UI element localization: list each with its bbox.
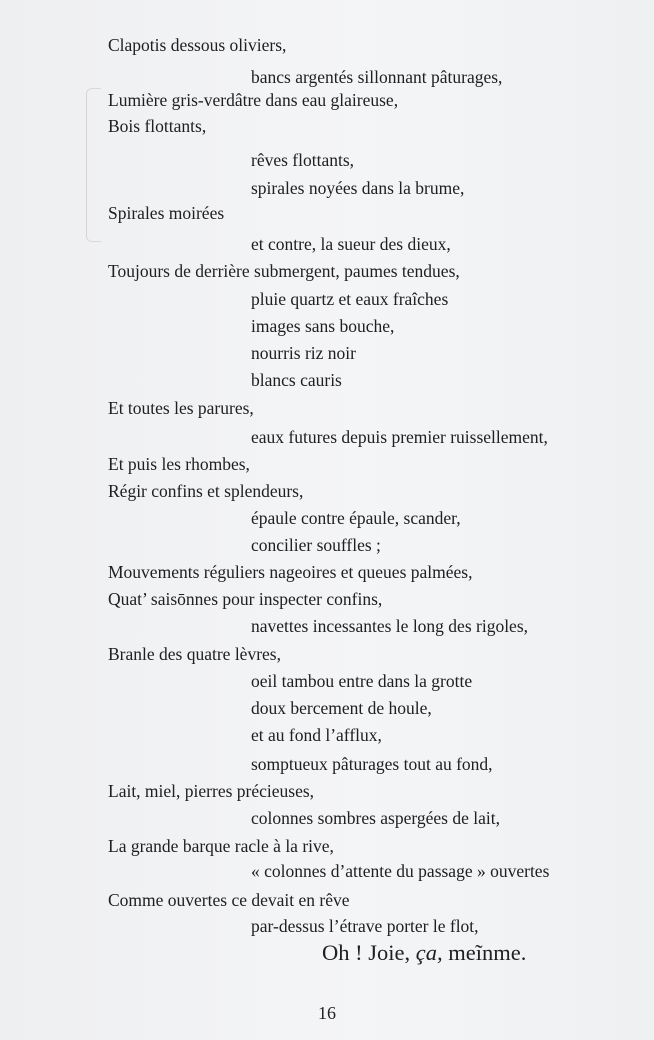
poem-line: rêves flottants, — [251, 150, 355, 170]
poem-line: Mouvements réguliers nageoires et queues palmées, — [108, 562, 473, 582]
poem-line: blancs cauris — [251, 370, 342, 390]
pencil-bracket-mark — [86, 88, 101, 242]
poem-line: spirales noyées dans la brume, — [251, 178, 465, 198]
poem-line: par-dessus l’étrave porter le flot, — [251, 916, 479, 936]
page-number: 16 — [318, 1003, 336, 1023]
poem-final-line — [322, 942, 526, 965]
final-part-italic: ça, — [415, 940, 443, 965]
poem-line: nourris riz noir — [251, 343, 356, 363]
poem-line: doux bercement de houle, — [251, 698, 432, 718]
poem-line: Bois flottants, — [108, 116, 207, 136]
final-part: Oh ! Joie, — [322, 940, 416, 965]
poem-line: Régir confins et splendeurs, — [108, 481, 304, 501]
poem-line: Et toutes les parures, — [108, 398, 254, 418]
poem-line: pluie quartz et eaux fraîches — [251, 289, 449, 309]
poem-line: oeil tambou entre dans la grotte — [251, 671, 473, 691]
poem-line: colonnes sombres aspergées de lait, — [251, 808, 500, 828]
poem-line: et contre, la sueur des dieux, — [251, 234, 451, 254]
poem-line: Quat’ saisōnnes pour inspecter confins, — [108, 589, 383, 609]
poem-line: Toujours de derrière submergent, paumes tendues, — [108, 261, 460, 281]
poem-line: Branle des quatre lèvres, — [108, 644, 281, 664]
poem-line: Et puis les rhombes, — [108, 454, 250, 474]
poem-line: somptueux pâturages tout au fond, — [251, 754, 493, 774]
poem-line: « colonnes d’attente du passage » ouvertes — [251, 861, 550, 881]
poem-line: Spirales moirées — [108, 203, 225, 223]
poem-line: images sans bouche, — [251, 316, 395, 336]
poem-line: Lumière gris-verdâtre dans eau glaireuse, — [108, 90, 399, 110]
poem-line: Comme ouvertes ce devait en rêve — [108, 890, 350, 910]
poem-line: eaux futures depuis premier ruissellement, — [251, 427, 548, 447]
final-part: meĩnme. — [442, 940, 527, 965]
poem-line: épaule contre épaule, scander, — [251, 508, 461, 528]
poem-line: et au fond l’afflux, — [251, 725, 382, 745]
poem-line: Clapotis dessous oliviers, — [108, 35, 287, 55]
poem-line: navettes incessantes le long des rigoles, — [251, 616, 529, 636]
poem-line: bancs argentés sillonnant pâturages, — [251, 67, 503, 87]
poem-line: La grande barque racle à la rive, — [108, 836, 334, 856]
poem-line: concilier souffles ; — [251, 535, 381, 555]
poem-line: Lait, miel, pierres précieuses, — [108, 781, 315, 801]
